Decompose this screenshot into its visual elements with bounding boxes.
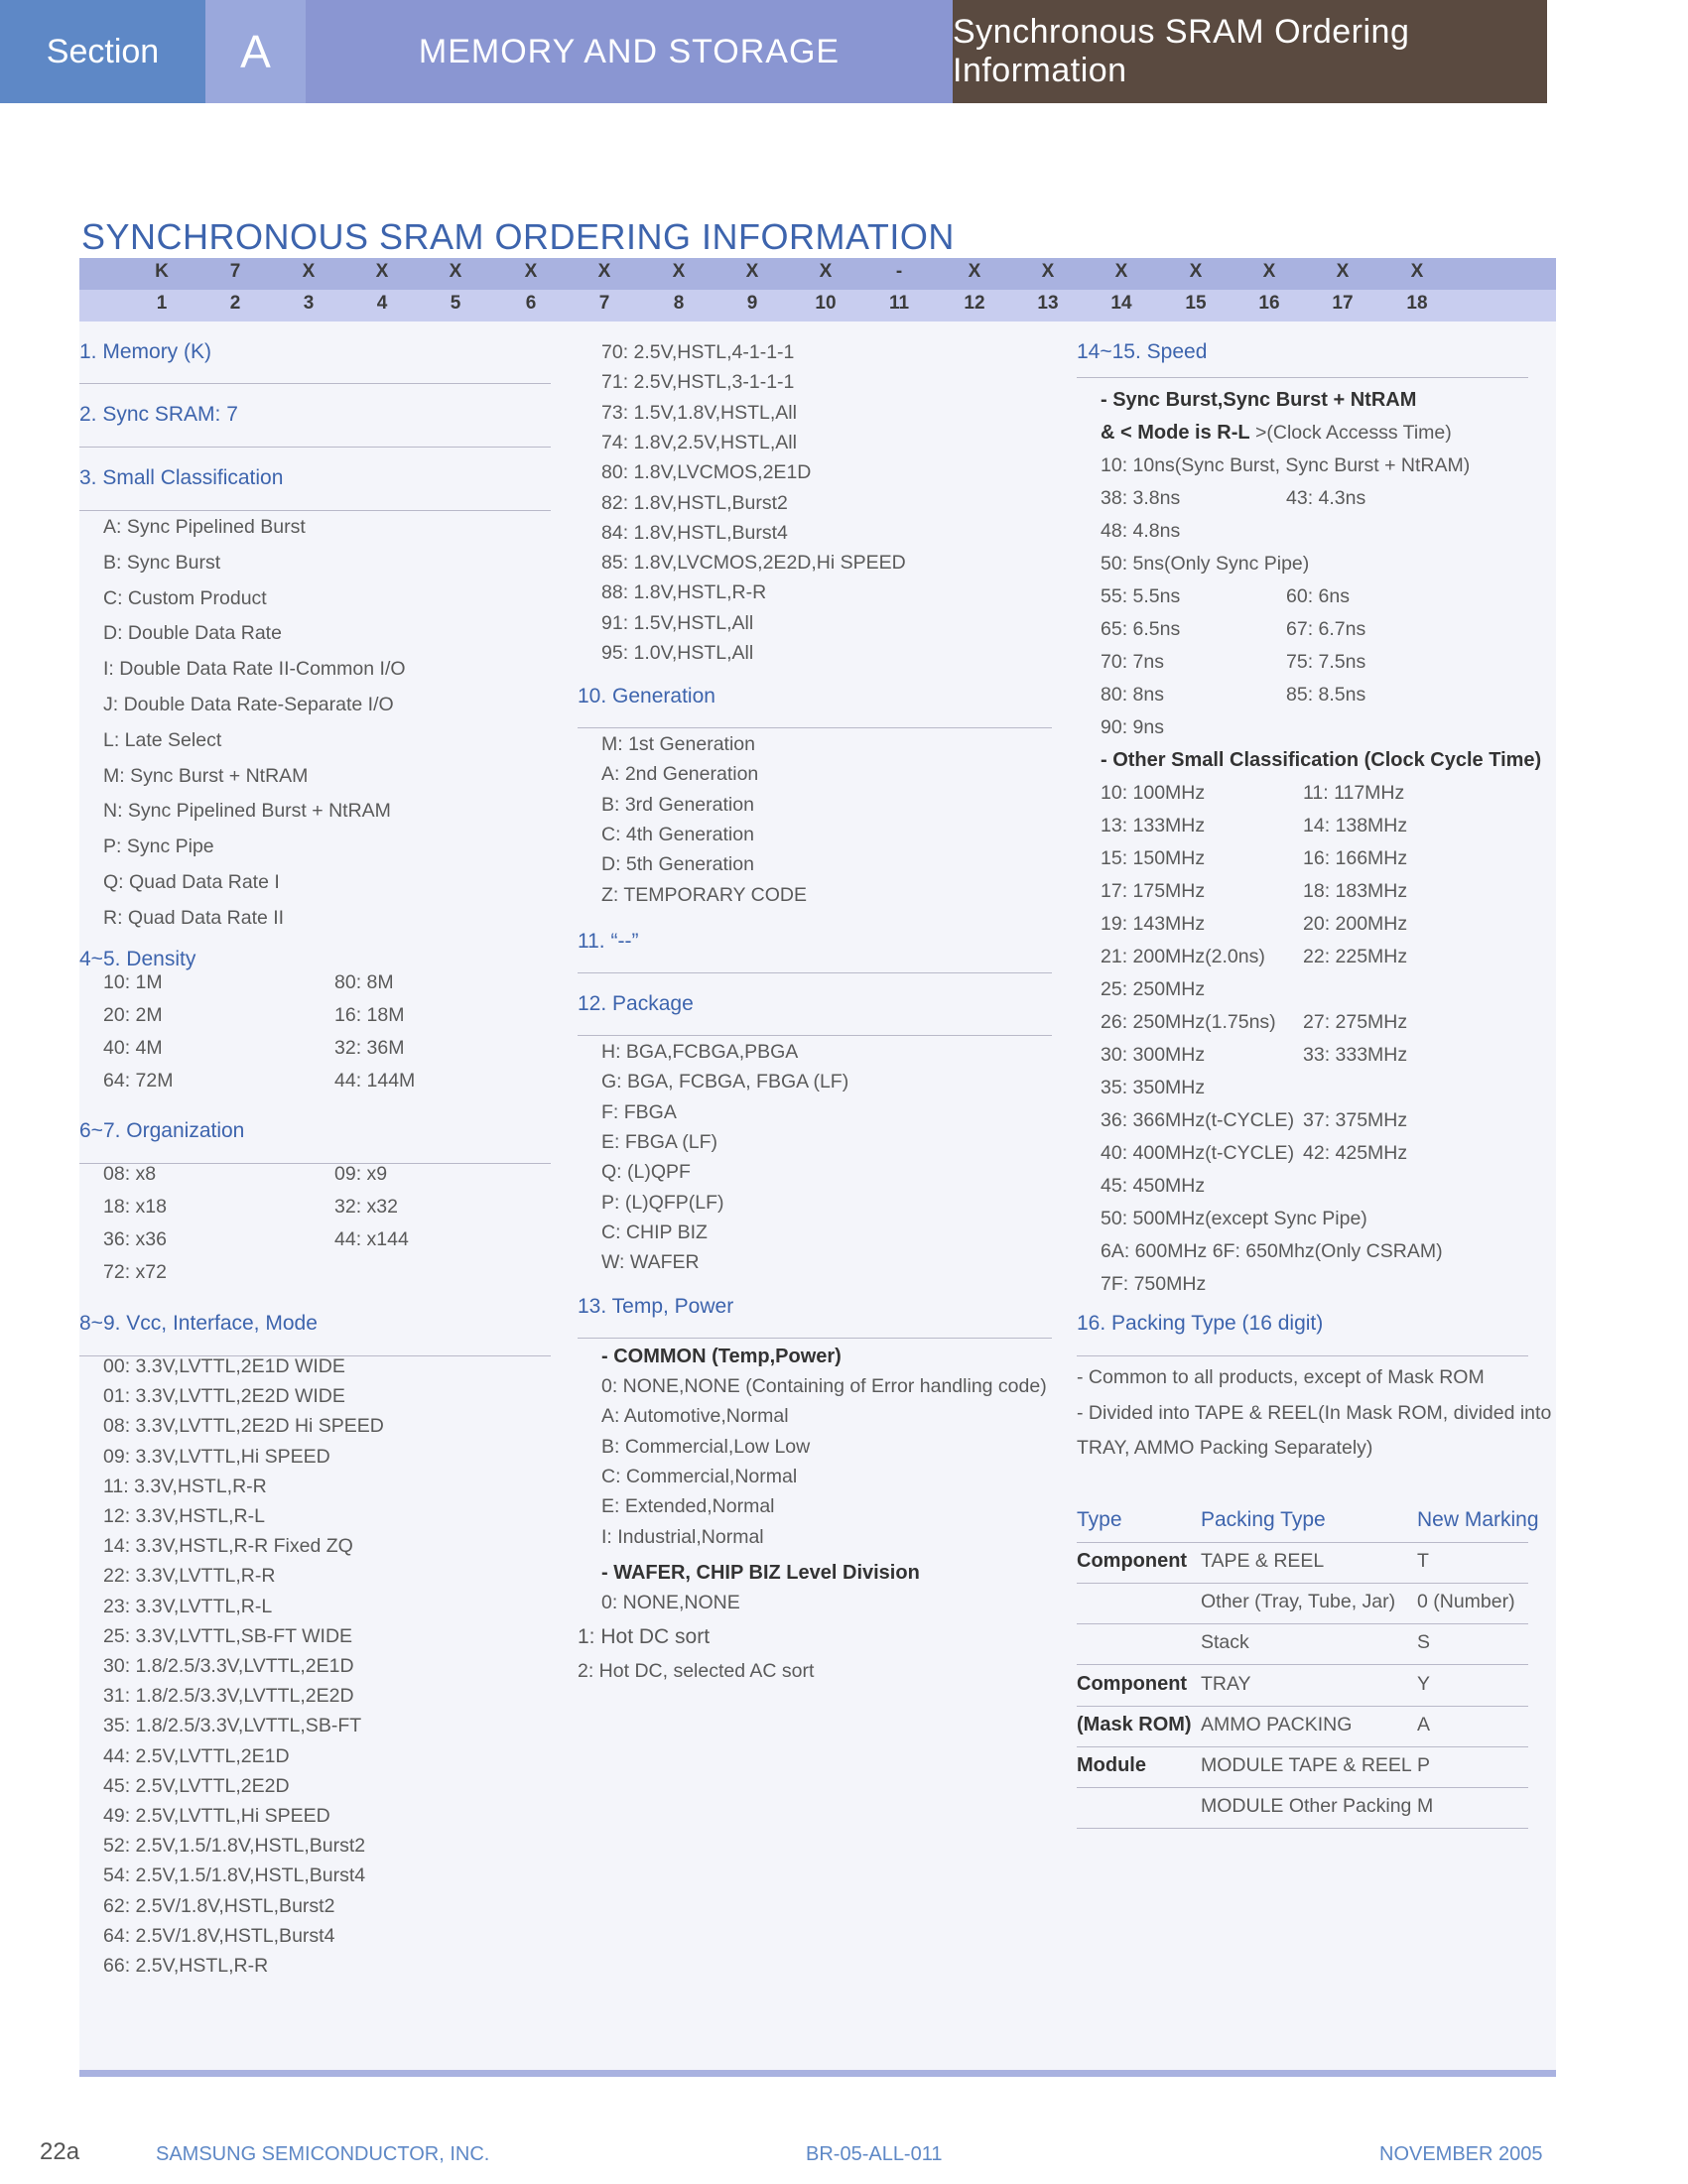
category-title (306, 0, 953, 103)
packing-type-cell: Component (1077, 1550, 1188, 1572)
package-item: W: WAFER (601, 1251, 700, 1274)
package-item: C: CHIP BIZ (601, 1220, 708, 1243)
code-char: X (1114, 261, 1128, 282)
speed-cycle-item: 30: 300MHz (1101, 1044, 1206, 1066)
speed-cycle-item: 11: 117MHz (1303, 782, 1405, 804)
memory-heading: 1. Memory (K) (79, 340, 212, 363)
vcc-item: 91: 1.5V,HSTL,All (601, 611, 754, 634)
code-position: 10 (815, 293, 837, 314)
speed-access-item: 55: 5.5ns (1101, 585, 1181, 607)
common-item: 0: NONE,NONE (Containing of Error handling code) (601, 1375, 1047, 1397)
mode-rl-rest: >(Clock Accesss Time) (1249, 422, 1452, 444)
divider (578, 1035, 1052, 1036)
vcc-item: 11: 3.3V,HSTL,R-R (103, 1475, 267, 1497)
small-classification-item: J: Double Data Rate-Separate I/O (103, 694, 394, 715)
vcc-item: 73: 1.5V,1.8V,HSTL,All (601, 401, 797, 424)
organization-item: 32: x32 (334, 1196, 398, 1218)
page-topic (953, 0, 1547, 103)
hot-dc-ac-sort: 2: Hot DC, selected AC sort (578, 1660, 815, 1682)
density-item: 80: 8M (334, 971, 394, 993)
code-char: X (302, 261, 316, 282)
wafer-item: 0: NONE,NONE (601, 1592, 740, 1613)
packing-type-cell: Module (1077, 1754, 1146, 1776)
code-char: K (155, 261, 169, 282)
speed-cycle-item: 35: 350MHz (1101, 1077, 1206, 1098)
footer-date: NOVEMBER 2005 (1379, 2143, 1543, 2165)
packing-method-cell: Stack (1201, 1631, 1249, 1654)
vcc-item: 62: 2.5V/1.8V,HSTL,Burst2 (103, 1894, 335, 1917)
divider (1077, 377, 1528, 378)
speed-cycle-item: 18: 183MHz (1303, 880, 1408, 902)
speed-cycle-item: 40: 400MHz(t-CYCLE) (1101, 1142, 1295, 1164)
bottom-rule (79, 2070, 1556, 2077)
speed-access-item: 50: 5ns(Only Sync Pipe) (1101, 553, 1310, 575)
common-item: I: Industrial,Normal (601, 1525, 764, 1548)
vcc-item: 25: 3.3V,LVTTL,SB-FT WIDE (103, 1624, 353, 1647)
divider (1077, 1542, 1528, 1543)
packing-method-cell: Other (Tray, Tube, Jar) (1201, 1591, 1396, 1613)
common-item: C: Commercial,Normal (601, 1465, 798, 1487)
vcc-item: 23: 3.3V,LVTTL,R-L (103, 1595, 273, 1617)
speed-access-item: 80: 8ns (1101, 684, 1164, 706)
code-position: 11 (888, 293, 910, 314)
vcc-item: 71: 2.5V,HSTL,3-1-1-1 (601, 371, 795, 394)
packing-marking-cell: T (1417, 1550, 1429, 1572)
package-item: Q: (L)QPF (601, 1161, 691, 1184)
code-position: 6 (525, 293, 537, 314)
vcc-item: 08: 3.3V,LVTTL,2E2D Hi SPEED (103, 1415, 384, 1438)
packing-method-cell: MODULE Other Packing (1201, 1795, 1412, 1818)
vcc-item: 12: 3.3V,HSTL,R-L (103, 1505, 265, 1527)
code-position: 3 (303, 293, 315, 314)
package-item: E: FBGA (LF) (601, 1130, 718, 1153)
packing-marking-cell: 0 (Number) (1417, 1591, 1515, 1613)
section-letter-text: A (240, 26, 271, 77)
vcc-item: 54: 2.5V,1.5/1.8V,HSTL,Burst4 (103, 1864, 366, 1887)
density-item: 20: 2M (103, 1004, 163, 1026)
vcc-item: 09: 3.3V,LVTTL,Hi SPEED (103, 1445, 330, 1468)
code-char: X (1336, 261, 1350, 282)
small-classification-item: Q: Quad Data Rate I (103, 871, 280, 893)
vcc-item: 30: 1.8/2.5/3.3V,LVTTL,2E1D (103, 1655, 354, 1677)
small-classification-item: I: Double Data Rate II-Common I/O (103, 658, 406, 681)
code-char: X (449, 261, 462, 282)
code-char: X (375, 261, 389, 282)
speed-cycle-item: 25: 250MHz (1101, 978, 1206, 1000)
packing-marking-cell: Y (1417, 1672, 1431, 1695)
density-item: 10: 1M (103, 971, 163, 993)
vcc-item: 35: 1.8/2.5/3.3V,LVTTL,SB-FT (103, 1715, 362, 1737)
vcc-item: 45: 2.5V,LVTTL,2E2D (103, 1774, 290, 1797)
sync-burst-subheading: - Sync Burst,Sync Burst + NtRAM (1101, 389, 1417, 411)
divider (1077, 1787, 1528, 1788)
vcc-item: 52: 2.5V,1.5/1.8V,HSTL,Burst2 (103, 1835, 366, 1858)
small-classification-item: L: Late Select (103, 728, 222, 751)
density-heading: 4~5. Density (79, 948, 196, 970)
packing-type-cell: (Mask ROM) (1077, 1713, 1192, 1735)
code-position: 14 (1110, 293, 1132, 314)
vcc-item: 88: 1.8V,HSTL,R-R (601, 581, 767, 604)
page-title: SYNCHRONOUS SRAM ORDERING INFORMATION (81, 216, 955, 257)
density-item: 40: 4M (103, 1037, 163, 1059)
speed-access-item: 65: 6.5ns (1101, 618, 1181, 640)
speed-access-item: 90: 9ns (1101, 716, 1164, 738)
speed-cycle-item: 19: 143MHz (1101, 913, 1206, 935)
vcc-item: 82: 1.8V,HSTL,Burst2 (601, 491, 788, 514)
code-position: 18 (1406, 293, 1428, 314)
code-char: X (1041, 261, 1055, 282)
code-position: 16 (1258, 293, 1280, 314)
packing-note: - Common to all products, except of Mask ROM (1077, 1366, 1485, 1388)
package-item: P: (L)QFP(LF) (601, 1191, 724, 1214)
speed-access-item: 70: 7ns (1101, 651, 1164, 673)
code-position: 8 (673, 293, 685, 314)
density-item: 32: 36M (334, 1037, 405, 1059)
mode-rl-bold: & < Mode is R-L (1101, 422, 1250, 444)
vcc-heading: 8~9. Vcc, Interface, Mode (79, 1312, 318, 1335)
packing-marking-cell: P (1417, 1754, 1431, 1776)
generation-item: Z: TEMPORARY CODE (601, 883, 807, 906)
speed-cycle-item: 13: 133MHz (1101, 815, 1206, 836)
vcc-item: 49: 2.5V,LVTTL,Hi SPEED (103, 1805, 330, 1827)
code-position: 4 (376, 293, 388, 314)
divider (1077, 1664, 1528, 1665)
generation-item: C: 4th Generation (601, 823, 754, 845)
speed-cycle-item: 50: 500MHz(except Sync Pipe) (1101, 1208, 1367, 1229)
footer-company: SAMSUNG SEMICONDUCTOR, INC. (156, 2143, 490, 2165)
package-item: F: FBGA (601, 1100, 677, 1123)
vcc-item: 74: 1.8V,2.5V,HSTL,All (601, 431, 797, 453)
code-positions-row (79, 290, 1556, 321)
packing-table-header: New Marking (1417, 1508, 1539, 1531)
page-topic-text: Synchronous SRAM Ordering Information (953, 13, 1410, 89)
small-classification-item: M: Sync Burst + NtRAM (103, 764, 309, 787)
divider (578, 727, 1052, 728)
organization-item: 18: x18 (103, 1196, 167, 1218)
packing-method-cell: AMMO PACKING (1201, 1713, 1353, 1735)
code-char: X (1262, 261, 1276, 282)
organization-item: 09: x9 (334, 1163, 388, 1185)
code-position: 1 (156, 293, 168, 314)
code-band (79, 258, 1556, 321)
dash-heading: 11. “--” (578, 930, 639, 953)
wafer-subheading: - WAFER, CHIP BIZ Level Division (601, 1562, 920, 1584)
small-classification-heading: 3. Small Classification (79, 466, 284, 489)
organization-item: 08: x8 (103, 1163, 157, 1185)
code-char: X (597, 261, 611, 282)
speed-heading: 14~15. Speed (1077, 340, 1208, 363)
divider (79, 510, 551, 511)
divider (1077, 1583, 1528, 1584)
common-subheading: - COMMON (Temp,Power) (601, 1346, 842, 1367)
packing-heading: 16. Packing Type (16 digit) (1077, 1312, 1324, 1335)
speed-access-item: 48: 4.8ns (1101, 520, 1181, 542)
code-position: 2 (229, 293, 241, 314)
speed-cycle-item: 16: 166MHz (1303, 847, 1408, 869)
organization-heading: 6~7. Organization (79, 1119, 245, 1142)
divider (1077, 1623, 1528, 1624)
code-position: 13 (1037, 293, 1059, 314)
packing-type-cell: Component (1077, 1672, 1188, 1695)
package-item: G: BGA, FCBGA, FBGA (LF) (601, 1071, 849, 1093)
speed-access-item: 75: 7.5ns (1286, 651, 1366, 673)
vcc-item: 80: 1.8V,LVCMOS,2E1D (601, 461, 812, 484)
small-classification-item: N: Sync Pipelined Burst + NtRAM (103, 800, 391, 823)
small-classification-item: C: Custom Product (103, 586, 267, 609)
speed-access-item: 85: 8.5ns (1286, 684, 1366, 706)
code-position: 17 (1332, 293, 1354, 314)
speed-cycle-item: 15: 150MHz (1101, 847, 1206, 869)
organization-item: 44: x144 (334, 1228, 409, 1250)
vcc-item: 01: 3.3V,LVTTL,2E2D WIDE (103, 1385, 345, 1408)
organization-item: 72: x72 (103, 1261, 167, 1283)
code-char: X (819, 261, 833, 282)
footer-doc-id: BR-05-ALL-011 (806, 2143, 943, 2165)
packing-note: - Divided into TAPE & REEL(In Mask ROM, divided into (1077, 1401, 1552, 1424)
small-classification-item: B: Sync Burst (103, 551, 221, 574)
small-classification-item: P: Sync Pipe (103, 835, 214, 858)
speed-cycle-item: 10: 100MHz (1101, 782, 1206, 804)
divider (1077, 1828, 1528, 1829)
speed-cycle-item: 22: 225MHz (1303, 946, 1408, 967)
code-char: X (672, 261, 686, 282)
code-char: X (968, 261, 981, 282)
generation-item: B: 3rd Generation (601, 793, 754, 816)
density-item: 44: 144M (334, 1070, 416, 1092)
speed-access-item: 67: 6.7ns (1286, 618, 1366, 640)
code-char: - (895, 261, 903, 282)
density-item: 64: 72M (103, 1070, 174, 1092)
code-position: 15 (1185, 293, 1207, 314)
divider (578, 972, 1052, 973)
code-chars-row (79, 258, 1556, 290)
density-item: 16: 18M (334, 1004, 405, 1026)
small-classification-item: D: Double Data Rate (103, 622, 282, 645)
speed-access-item: 43: 4.3ns (1286, 487, 1366, 509)
code-position: 5 (450, 293, 461, 314)
package-heading: 12. Package (578, 992, 694, 1015)
speed-access-item: 60: 6ns (1286, 585, 1350, 607)
packing-marking-cell: M (1417, 1795, 1434, 1818)
speed-cycle-item: 14: 138MHz (1303, 815, 1408, 836)
small-classification-item: R: Quad Data Rate II (103, 906, 285, 929)
vcc-item: 66: 2.5V,HSTL,R-R (103, 1955, 269, 1977)
package-item: H: BGA,FCBGA,PBGA (601, 1041, 799, 1063)
vcc-item: 85: 1.8V,LVCMOS,2E2D,Hi SPEED (601, 552, 906, 575)
code-char: X (1189, 261, 1203, 282)
speed-cycle-item: 33: 333MHz (1303, 1044, 1408, 1066)
vcc-item: 95: 1.0V,HSTL,All (601, 642, 754, 664)
vcc-item: 64: 2.5V/1.8V,HSTL,Burst4 (103, 1924, 335, 1947)
divider (578, 1338, 1052, 1339)
section-label-text: Section (46, 32, 160, 70)
packing-method-cell: MODULE TAPE & REEL (1201, 1754, 1412, 1776)
other-classification-subheading: - Other Small Classification (Clock Cycle Time) (1101, 749, 1542, 771)
divider (1077, 1355, 1528, 1356)
speed-cycle-item: 26: 250MHz(1.75ns) (1101, 1011, 1276, 1033)
divider (1077, 1746, 1528, 1747)
vcc-item: 22: 3.3V,LVTTL,R-R (103, 1565, 276, 1588)
speed-cycle-item: 37: 375MHz (1303, 1109, 1408, 1131)
mode-rl-note (1101, 422, 1452, 445)
packing-table-header: Type (1077, 1508, 1122, 1531)
generation-item: M: 1st Generation (601, 733, 755, 755)
speed-cycle-item: 36: 366MHz(t-CYCLE) (1101, 1109, 1295, 1131)
speed-cycle-item: 7F: 750MHz (1101, 1273, 1207, 1295)
vcc-item: 14: 3.3V,HSTL,R-R Fixed ZQ (103, 1535, 353, 1558)
section-letter (205, 0, 306, 103)
sync-sram-heading: 2. Sync SRAM: 7 (79, 403, 238, 426)
common-item: B: Commercial,Low Low (601, 1435, 811, 1458)
packing-marking-cell: A (1417, 1713, 1431, 1735)
divider (79, 383, 551, 384)
generation-item: A: 2nd Generation (601, 763, 759, 786)
vcc-item: 31: 1.8/2.5/3.3V,LVTTL,2E2D (103, 1685, 354, 1708)
vcc-item: 00: 3.3V,LVTTL,2E1D WIDE (103, 1355, 345, 1377)
generation-heading: 10. Generation (578, 685, 715, 707)
divider (1077, 1706, 1528, 1707)
speed-10ns: 10: 10ns(Sync Burst, Sync Burst + NtRAM) (1101, 454, 1471, 476)
packing-marking-cell: S (1417, 1631, 1431, 1654)
speed-cycle-item: 6A: 600MHz 6F: 650Mhz(Only CSRAM) (1101, 1240, 1443, 1262)
speed-cycle-item: 27: 275MHz (1303, 1011, 1408, 1033)
code-char: X (524, 261, 538, 282)
packing-table-header: Packing Type (1201, 1508, 1326, 1531)
vcc-item: 84: 1.8V,HSTL,Burst4 (601, 521, 788, 544)
temp-power-heading: 13. Temp, Power (578, 1295, 734, 1318)
organization-item: 36: x36 (103, 1228, 167, 1250)
speed-cycle-item: 21: 200MHz(2.0ns) (1101, 946, 1265, 967)
hot-dc-sort: 1: Hot DC sort (578, 1625, 711, 1648)
small-classification-item: A: Sync Pipelined Burst (103, 516, 306, 538)
page-number: 22a (40, 2138, 80, 2165)
packing-note: TRAY, AMMO Packing Separately) (1077, 1437, 1373, 1459)
speed-cycle-item: 42: 425MHz (1303, 1142, 1408, 1164)
code-char: X (1410, 261, 1424, 282)
divider (79, 447, 551, 448)
common-item: A: Automotive,Normal (601, 1405, 789, 1428)
speed-access-item: 38: 3.8ns (1101, 487, 1181, 509)
code-position: 12 (964, 293, 985, 314)
code-char: 7 (229, 261, 241, 282)
category-title-text: MEMORY AND STORAGE (418, 32, 841, 70)
speed-cycle-item: 45: 450MHz (1101, 1175, 1206, 1197)
code-char: X (745, 261, 759, 282)
section-label (0, 0, 205, 103)
common-item: E: Extended,Normal (601, 1495, 775, 1518)
speed-cycle-item: 20: 200MHz (1303, 913, 1408, 935)
code-position: 9 (746, 293, 758, 314)
speed-cycle-item: 17: 175MHz (1101, 880, 1206, 902)
packing-method-cell: TRAY (1201, 1672, 1251, 1695)
packing-method-cell: TAPE & REEL (1201, 1550, 1325, 1572)
generation-item: D: 5th Generation (601, 853, 754, 876)
vcc-item: 70: 2.5V,HSTL,4-1-1-1 (601, 341, 795, 363)
code-position: 7 (598, 293, 610, 314)
vcc-item: 44: 2.5V,LVTTL,2E1D (103, 1744, 290, 1767)
